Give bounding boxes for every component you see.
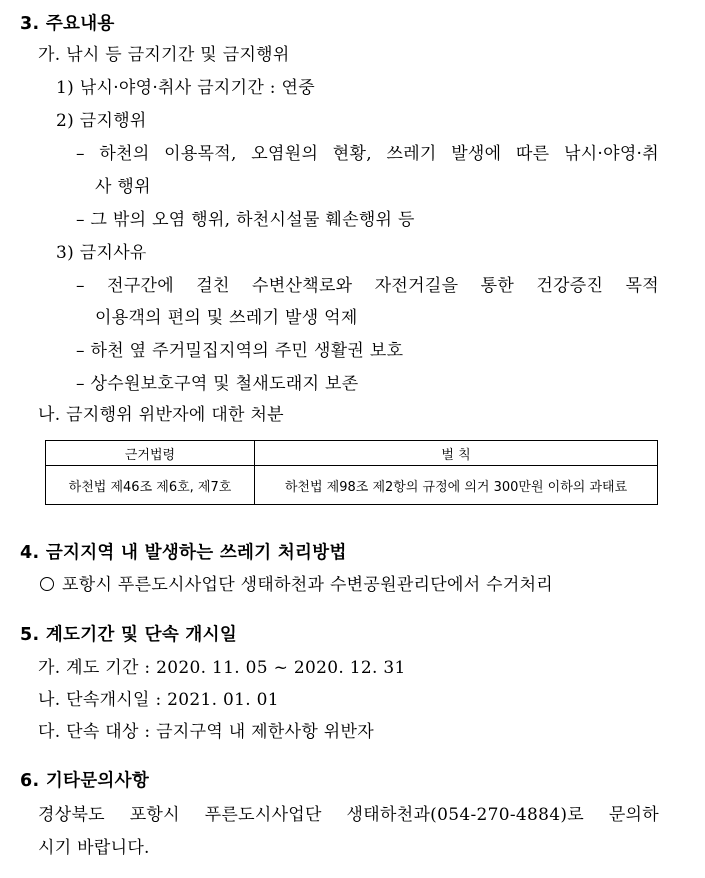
section-3-item-2-bullet-2: – 그 밖의 오염 행위, 하천시설물 훼손행위 등 xyxy=(76,210,415,230)
section-6-body-line-2: 시기 바랍니다. xyxy=(38,838,150,858)
section-3-item-2-bullet-1-line-2: 사 행위 xyxy=(95,177,151,197)
table-cell: 하천법 제98조 제2항의 규정에 의거 300만원 이하의 과태료 xyxy=(255,466,658,505)
section-3-na: 나. 금지행위 위반자에 대한 처분 xyxy=(38,405,284,425)
section-3-item-3-bullet-1-line-1: – 전구간에 걸친 수변산책로와 자전거길을 통한 건강증진 목적 xyxy=(76,276,659,296)
table-header-cell: 근거법령 xyxy=(46,441,255,466)
table-row xyxy=(46,466,658,505)
table-header-cell: 벌 칙 xyxy=(255,441,658,466)
section-3-item-3-bullet-2: – 하천 옆 주거밀집지역의 주민 생활권 보호 xyxy=(76,341,404,361)
table-header-row xyxy=(46,441,658,466)
section-3-item-2: 2) 금지행위 xyxy=(56,111,147,131)
section-6-body-line-1: 경상북도 포항시 푸른도시사업단 생태하천과(054-270-4884)로 문의하 xyxy=(38,805,659,825)
section-4-item-text: 포항시 푸른도시사업단 생태하천과 수변공원관리단에서 수거처리 xyxy=(62,575,554,595)
section-5-ga: 가. 계도 기간 : 2020. 11. 05 ~ 2020. 12. 31 xyxy=(38,658,406,678)
section-3-ga: 가. 낚시 등 금지기간 및 금지행위 xyxy=(38,45,290,65)
section-3-item-2-bullet-1-line-1: – 하천의 이용목적, 오염원의 현황, 쓰레기 발생에 따른 낚시·야영·취 xyxy=(76,144,659,164)
section-5-title: 5. 계도기간 및 단속 개시일 xyxy=(20,625,238,645)
section-3-item-3: 3) 금지사유 xyxy=(56,243,147,263)
section-4-title: 4. 금지지역 내 발생하는 쓰레기 처리방법 xyxy=(20,543,347,563)
section-3-title: 3. 주요내용 xyxy=(20,14,115,34)
table-cell: 하천법 제46조 제6호, 제7호 xyxy=(46,466,255,505)
section-3-item-3-bullet-1-line-2: 이용객의 편의 및 쓰레기 발생 억제 xyxy=(95,308,358,328)
section-6-title: 6. 기타문의사항 xyxy=(20,771,150,791)
circle-bullet-icon xyxy=(40,577,54,591)
section-3-item-3-bullet-3: – 상수원보호구역 및 철새도래지 보존 xyxy=(76,374,359,394)
section-3-item-1: 1) 낚시·야영·취사 금지기간 : 연중 xyxy=(56,78,315,98)
section-5-na: 나. 단속개시일 : 2021. 01. 01 xyxy=(38,690,279,710)
section-4-item xyxy=(40,574,553,596)
section-5-da: 다. 단속 대상 : 금지구역 내 제한사항 위반자 xyxy=(38,722,374,742)
penalty-table xyxy=(45,440,658,505)
